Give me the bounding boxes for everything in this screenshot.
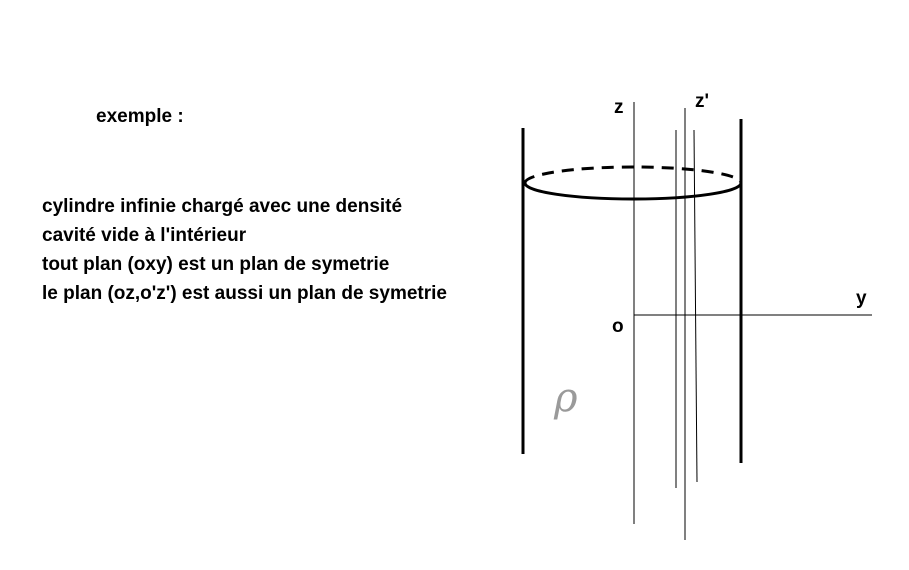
y-axis-label: y bbox=[856, 288, 867, 309]
description-line-4: le plan (oz,o'z') est aussi un plan de symetrie bbox=[42, 283, 447, 304]
origin-label: o bbox=[612, 316, 624, 337]
description-line-3: tout plan (oxy) est un plan de symetrie bbox=[42, 254, 390, 275]
example-title: exemple : bbox=[96, 106, 184, 127]
cavity-right-wall bbox=[694, 130, 697, 482]
z-prime-axis-label: z' bbox=[695, 91, 710, 112]
description-line-2: cavité vide à l'intérieur bbox=[42, 225, 247, 246]
description-line-1: cylindre infinie chargé avec une densité bbox=[42, 196, 403, 217]
cylinder-top-ellipse-front bbox=[525, 183, 741, 199]
cylinder-top-ellipse-back bbox=[525, 167, 741, 183]
density-symbol: ρ bbox=[554, 375, 578, 421]
z-axis-label: z bbox=[614, 97, 624, 118]
